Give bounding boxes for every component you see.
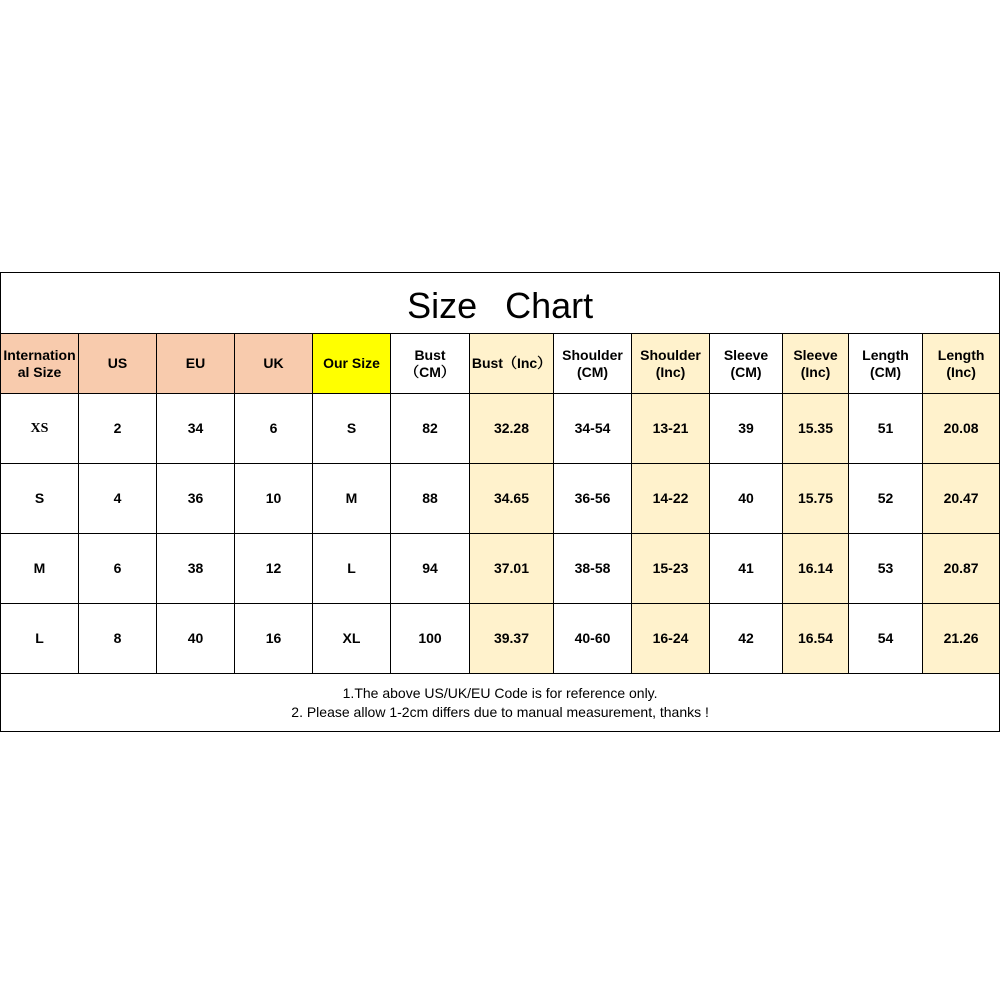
table-cell: 34-54 — [554, 394, 632, 464]
size-table — [0, 272, 1000, 732]
table-cell: 88 — [391, 464, 470, 534]
table-cell: M — [313, 464, 391, 534]
table-row — [1, 464, 1000, 534]
table-cell: 32.28 — [470, 394, 554, 464]
table-cell: 94 — [391, 534, 470, 604]
table-row — [1, 604, 1000, 674]
column-header-label: UK — [263, 355, 284, 371]
table-cell: 14-22 — [632, 464, 710, 534]
column-header-8 — [632, 334, 710, 394]
table-cell: 54 — [849, 604, 923, 674]
column-header-10 — [783, 334, 849, 394]
table-cell: 40 — [157, 604, 235, 674]
table-cell: XL — [313, 604, 391, 674]
title-row — [1, 273, 1000, 334]
column-header-label: Sleeve (Inc) — [793, 346, 838, 380]
column-header-3 — [235, 334, 313, 394]
table-cell: L — [1, 604, 79, 674]
title-word-size: Size — [407, 285, 478, 326]
table-cell: 82 — [391, 394, 470, 464]
page-title — [1, 273, 1000, 334]
table-cell: 53 — [849, 534, 923, 604]
table-cell: 34.65 — [470, 464, 554, 534]
column-header-2 — [157, 334, 235, 394]
column-header-label: Bust （CM） — [405, 346, 455, 380]
table-cell: 52 — [849, 464, 923, 534]
column-header-label: Length (CM) — [862, 346, 909, 380]
column-header-label: Sleeve (CM) — [723, 346, 769, 380]
table-cell: 4 — [79, 464, 157, 534]
table-cell: 20.87 — [923, 534, 1000, 604]
size-chart — [0, 272, 999, 726]
table-cell: XS — [1, 394, 79, 464]
column-header-5 — [391, 334, 470, 394]
table-cell: 16.54 — [783, 604, 849, 674]
table-cell: S — [313, 394, 391, 464]
column-header-9 — [710, 334, 783, 394]
table-cell: 16 — [235, 604, 313, 674]
table-cell: 36-56 — [554, 464, 632, 534]
table-cell: 40 — [710, 464, 783, 534]
notes-cell — [1, 674, 1000, 732]
column-header-label: Length (Inc) — [937, 346, 985, 380]
column-header-label: US — [107, 355, 128, 371]
table-cell: 16.14 — [783, 534, 849, 604]
table-cell: 37.01 — [470, 534, 554, 604]
data-body — [1, 394, 1000, 674]
table-cell: 6 — [235, 394, 313, 464]
table-cell: L — [313, 534, 391, 604]
table-cell: 15.35 — [783, 394, 849, 464]
table-cell: 13-21 — [632, 394, 710, 464]
column-header-11 — [849, 334, 923, 394]
column-header-label: Internation al Size — [3, 346, 76, 380]
column-header-label: Our Size — [323, 355, 380, 371]
table-cell: 39 — [710, 394, 783, 464]
column-header-6 — [470, 334, 554, 394]
table-cell: 51 — [849, 394, 923, 464]
table-row — [1, 534, 1000, 604]
table-cell: 34 — [157, 394, 235, 464]
table-cell: 15-23 — [632, 534, 710, 604]
notes-row — [1, 674, 1000, 732]
title-word-chart: Chart — [505, 285, 594, 326]
table-cell: 15.75 — [783, 464, 849, 534]
table-cell: 38 — [157, 534, 235, 604]
table-cell: 21.26 — [923, 604, 1000, 674]
table-cell: 6 — [79, 534, 157, 604]
column-header-label: Shoulder (CM) — [562, 346, 623, 380]
note-line-2: 2. Please allow 1-2cm differs due to manual measurement, thanks ! — [291, 703, 709, 720]
table-cell: 100 — [391, 604, 470, 674]
column-header-label: EU — [185, 355, 206, 371]
column-header-label: Bust（Inc） — [471, 355, 552, 371]
table-cell: 38-58 — [554, 534, 632, 604]
table-cell: 41 — [710, 534, 783, 604]
column-header-label: Shoulder (Inc) — [640, 346, 701, 380]
table-cell: 42 — [710, 604, 783, 674]
column-header-0 — [1, 334, 79, 394]
table-cell: M — [1, 534, 79, 604]
table-cell: 20.47 — [923, 464, 1000, 534]
column-header-12 — [923, 334, 1000, 394]
table-cell: 10 — [235, 464, 313, 534]
table-cell: 12 — [235, 534, 313, 604]
column-header-7 — [554, 334, 632, 394]
table-cell: 2 — [79, 394, 157, 464]
note-line-1: 1.The above US/UK/EU Code is for reference only. — [342, 684, 658, 701]
column-header-1 — [79, 334, 157, 394]
table-cell: S — [1, 464, 79, 534]
table-row — [1, 394, 1000, 464]
table-cell: 40-60 — [554, 604, 632, 674]
header-row — [1, 334, 1000, 394]
table-cell: 20.08 — [923, 394, 1000, 464]
table-cell: 8 — [79, 604, 157, 674]
column-header-4 — [313, 334, 391, 394]
table-cell: 36 — [157, 464, 235, 534]
table-cell: 39.37 — [470, 604, 554, 674]
table-cell: 16-24 — [632, 604, 710, 674]
